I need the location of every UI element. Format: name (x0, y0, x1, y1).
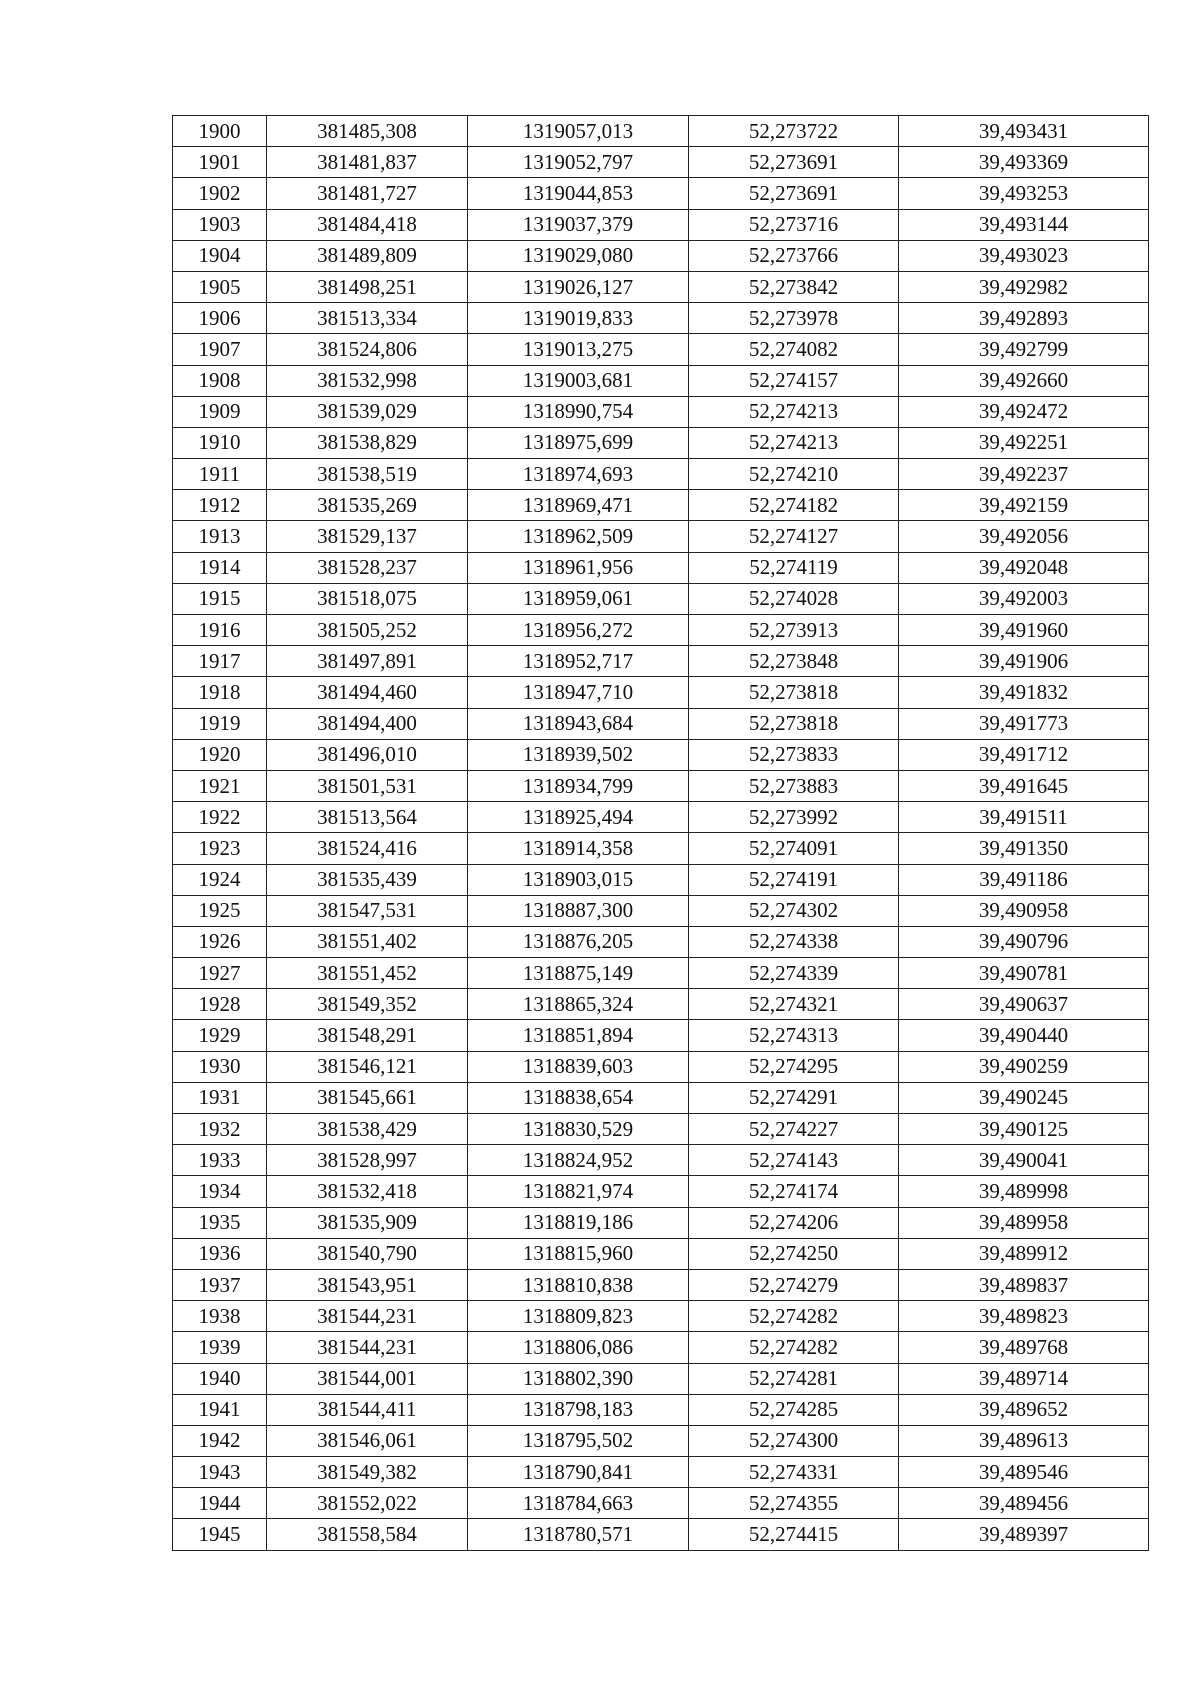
latitude-cell: 52,273818 (689, 677, 899, 708)
y-coordinate-cell: 1318961,956 (468, 552, 689, 583)
point-number-cell: 1944 (173, 1488, 267, 1519)
latitude-cell: 52,274028 (689, 583, 899, 614)
y-coordinate-cell: 1318821,974 (468, 1176, 689, 1207)
point-number-cell: 1925 (173, 895, 267, 926)
y-coordinate-cell: 1319003,681 (468, 365, 689, 396)
table-row (173, 895, 1149, 926)
x-coordinate-cell: 381546,061 (267, 1425, 468, 1456)
longitude-cell: 39,489998 (899, 1176, 1149, 1207)
point-number-cell: 1931 (173, 1082, 267, 1113)
x-coordinate-cell: 381481,837 (267, 147, 468, 178)
table-row (173, 1363, 1149, 1394)
point-number-cell: 1915 (173, 583, 267, 614)
point-number-cell: 1943 (173, 1457, 267, 1488)
x-coordinate-cell: 381528,237 (267, 552, 468, 583)
table-row (173, 864, 1149, 895)
y-coordinate-cell: 1318838,654 (468, 1082, 689, 1113)
longitude-cell: 39,490796 (899, 926, 1149, 957)
longitude-cell: 39,490440 (899, 1020, 1149, 1051)
point-number-cell: 1913 (173, 521, 267, 552)
latitude-cell: 52,273716 (689, 209, 899, 240)
table-row (173, 178, 1149, 209)
point-number-cell: 1916 (173, 615, 267, 646)
table-row (173, 1425, 1149, 1456)
y-coordinate-cell: 1318839,603 (468, 1051, 689, 1082)
latitude-cell: 52,274213 (689, 427, 899, 458)
longitude-cell: 39,489714 (899, 1363, 1149, 1394)
y-coordinate-cell: 1318875,149 (468, 958, 689, 989)
table-row (173, 802, 1149, 833)
y-coordinate-cell: 1318974,693 (468, 459, 689, 490)
table-row (173, 209, 1149, 240)
x-coordinate-cell: 381513,334 (267, 303, 468, 334)
y-coordinate-cell: 1318830,529 (468, 1114, 689, 1145)
y-coordinate-cell: 1319052,797 (468, 147, 689, 178)
longitude-cell: 39,491186 (899, 864, 1149, 895)
latitude-cell: 52,274191 (689, 864, 899, 895)
latitude-cell: 52,274143 (689, 1145, 899, 1176)
point-number-cell: 1939 (173, 1332, 267, 1363)
y-coordinate-cell: 1318887,300 (468, 895, 689, 926)
longitude-cell: 39,493144 (899, 209, 1149, 240)
table-row (173, 677, 1149, 708)
latitude-cell: 52,274119 (689, 552, 899, 583)
longitude-cell: 39,492159 (899, 490, 1149, 521)
x-coordinate-cell: 381548,291 (267, 1020, 468, 1051)
longitude-cell: 39,490958 (899, 895, 1149, 926)
point-number-cell: 1932 (173, 1114, 267, 1145)
table-row (173, 708, 1149, 739)
point-number-cell: 1912 (173, 490, 267, 521)
longitude-cell: 39,490125 (899, 1114, 1149, 1145)
point-number-cell: 1940 (173, 1363, 267, 1394)
table-row (173, 1238, 1149, 1269)
x-coordinate-cell: 381540,790 (267, 1238, 468, 1269)
table-row (173, 1176, 1149, 1207)
x-coordinate-cell: 381538,519 (267, 459, 468, 490)
table-row (173, 833, 1149, 864)
point-number-cell: 1900 (173, 116, 267, 147)
point-number-cell: 1929 (173, 1020, 267, 1051)
table-row (173, 958, 1149, 989)
y-coordinate-cell: 1318802,390 (468, 1363, 689, 1394)
point-number-cell: 1918 (173, 677, 267, 708)
latitude-cell: 52,274281 (689, 1363, 899, 1394)
x-coordinate-cell: 381552,022 (267, 1488, 468, 1519)
y-coordinate-cell: 1319026,127 (468, 271, 689, 302)
x-coordinate-cell: 381494,400 (267, 708, 468, 739)
longitude-cell: 39,492799 (899, 334, 1149, 365)
longitude-cell: 39,489613 (899, 1425, 1149, 1456)
longitude-cell: 39,489652 (899, 1394, 1149, 1425)
table-row (173, 615, 1149, 646)
x-coordinate-cell: 381532,998 (267, 365, 468, 396)
longitude-cell: 39,490041 (899, 1145, 1149, 1176)
point-number-cell: 1910 (173, 427, 267, 458)
longitude-cell: 39,493369 (899, 147, 1149, 178)
table-row (173, 521, 1149, 552)
x-coordinate-cell: 381549,352 (267, 989, 468, 1020)
y-coordinate-cell: 1318876,205 (468, 926, 689, 957)
latitude-cell: 52,274227 (689, 1114, 899, 1145)
x-coordinate-cell: 381535,439 (267, 864, 468, 895)
longitude-cell: 39,489958 (899, 1207, 1149, 1238)
point-number-cell: 1937 (173, 1269, 267, 1300)
table-row (173, 646, 1149, 677)
x-coordinate-cell: 381539,029 (267, 396, 468, 427)
table-row (173, 1082, 1149, 1113)
table-row (173, 770, 1149, 801)
x-coordinate-cell: 381538,829 (267, 427, 468, 458)
latitude-cell: 52,274291 (689, 1082, 899, 1113)
point-number-cell: 1920 (173, 739, 267, 770)
table-row (173, 396, 1149, 427)
x-coordinate-cell: 381543,951 (267, 1269, 468, 1300)
longitude-cell: 39,491350 (899, 833, 1149, 864)
table-row (173, 334, 1149, 365)
y-coordinate-cell: 1318819,186 (468, 1207, 689, 1238)
y-coordinate-cell: 1318851,894 (468, 1020, 689, 1051)
y-coordinate-cell: 1318806,086 (468, 1332, 689, 1363)
latitude-cell: 52,274174 (689, 1176, 899, 1207)
y-coordinate-cell: 1319037,379 (468, 209, 689, 240)
longitude-cell: 39,492893 (899, 303, 1149, 334)
y-coordinate-cell: 1318810,838 (468, 1269, 689, 1300)
latitude-cell: 52,274127 (689, 521, 899, 552)
latitude-cell: 52,274082 (689, 334, 899, 365)
table-row (173, 552, 1149, 583)
longitude-cell: 39,489912 (899, 1238, 1149, 1269)
table-row (173, 989, 1149, 1020)
latitude-cell: 52,273883 (689, 770, 899, 801)
point-number-cell: 1901 (173, 147, 267, 178)
x-coordinate-cell: 381546,121 (267, 1051, 468, 1082)
point-number-cell: 1902 (173, 178, 267, 209)
y-coordinate-cell: 1318865,324 (468, 989, 689, 1020)
x-coordinate-cell: 381501,531 (267, 770, 468, 801)
table-row (173, 240, 1149, 271)
y-coordinate-cell: 1318969,471 (468, 490, 689, 521)
latitude-cell: 52,273992 (689, 802, 899, 833)
longitude-cell: 39,491773 (899, 708, 1149, 739)
longitude-cell: 39,492982 (899, 271, 1149, 302)
x-coordinate-cell: 381544,231 (267, 1301, 468, 1332)
y-coordinate-cell: 1319019,833 (468, 303, 689, 334)
x-coordinate-cell: 381489,809 (267, 240, 468, 271)
latitude-cell: 52,274157 (689, 365, 899, 396)
x-coordinate-cell: 381547,531 (267, 895, 468, 926)
latitude-cell: 52,273691 (689, 178, 899, 209)
longitude-cell: 39,491645 (899, 770, 1149, 801)
table-row (173, 1114, 1149, 1145)
point-number-cell: 1908 (173, 365, 267, 396)
longitude-cell: 39,493023 (899, 240, 1149, 271)
table-row (173, 459, 1149, 490)
table-row (173, 116, 1149, 147)
y-coordinate-cell: 1318798,183 (468, 1394, 689, 1425)
longitude-cell: 39,490245 (899, 1082, 1149, 1113)
point-number-cell: 1907 (173, 334, 267, 365)
latitude-cell: 52,274285 (689, 1394, 899, 1425)
longitude-cell: 39,491712 (899, 739, 1149, 770)
table-row (173, 1269, 1149, 1300)
coordinates-table (172, 115, 1149, 1551)
latitude-cell: 52,274250 (689, 1238, 899, 1269)
table-row (173, 1488, 1149, 1519)
latitude-cell: 52,273691 (689, 147, 899, 178)
point-number-cell: 1945 (173, 1519, 267, 1550)
longitude-cell: 39,492251 (899, 427, 1149, 458)
latitude-cell: 52,274313 (689, 1020, 899, 1051)
x-coordinate-cell: 381505,252 (267, 615, 468, 646)
table-row (173, 365, 1149, 396)
x-coordinate-cell: 381484,418 (267, 209, 468, 240)
point-number-cell: 1941 (173, 1394, 267, 1425)
table-row (173, 1519, 1149, 1550)
point-number-cell: 1930 (173, 1051, 267, 1082)
latitude-cell: 52,274282 (689, 1332, 899, 1363)
longitude-cell: 39,491832 (899, 677, 1149, 708)
latitude-cell: 52,274338 (689, 926, 899, 957)
point-number-cell: 1921 (173, 770, 267, 801)
x-coordinate-cell: 381528,997 (267, 1145, 468, 1176)
y-coordinate-cell: 1319013,275 (468, 334, 689, 365)
y-coordinate-cell: 1318990,754 (468, 396, 689, 427)
latitude-cell: 52,274300 (689, 1425, 899, 1456)
y-coordinate-cell: 1318952,717 (468, 646, 689, 677)
x-coordinate-cell: 381532,418 (267, 1176, 468, 1207)
latitude-cell: 52,274279 (689, 1269, 899, 1300)
longitude-cell: 39,492660 (899, 365, 1149, 396)
latitude-cell: 52,274331 (689, 1457, 899, 1488)
x-coordinate-cell: 381529,137 (267, 521, 468, 552)
y-coordinate-cell: 1318809,823 (468, 1301, 689, 1332)
x-coordinate-cell: 381538,429 (267, 1114, 468, 1145)
x-coordinate-cell: 381535,909 (267, 1207, 468, 1238)
table-row (173, 1020, 1149, 1051)
latitude-cell: 52,273766 (689, 240, 899, 271)
latitude-cell: 52,273818 (689, 708, 899, 739)
longitude-cell: 39,489768 (899, 1332, 1149, 1363)
y-coordinate-cell: 1318790,841 (468, 1457, 689, 1488)
x-coordinate-cell: 381551,452 (267, 958, 468, 989)
longitude-cell: 39,491960 (899, 615, 1149, 646)
x-coordinate-cell: 381558,584 (267, 1519, 468, 1550)
point-number-cell: 1917 (173, 646, 267, 677)
y-coordinate-cell: 1318815,960 (468, 1238, 689, 1269)
longitude-cell: 39,489397 (899, 1519, 1149, 1550)
x-coordinate-cell: 381545,661 (267, 1082, 468, 1113)
table-row (173, 926, 1149, 957)
x-coordinate-cell: 381524,416 (267, 833, 468, 864)
latitude-cell: 52,274295 (689, 1051, 899, 1082)
point-number-cell: 1934 (173, 1176, 267, 1207)
x-coordinate-cell: 381513,564 (267, 802, 468, 833)
x-coordinate-cell: 381518,075 (267, 583, 468, 614)
latitude-cell: 52,274339 (689, 958, 899, 989)
coordinates-table-body (173, 116, 1149, 1551)
x-coordinate-cell: 381549,382 (267, 1457, 468, 1488)
longitude-cell: 39,492472 (899, 396, 1149, 427)
table-row (173, 147, 1149, 178)
point-number-cell: 1906 (173, 303, 267, 334)
table-row (173, 1394, 1149, 1425)
point-number-cell: 1928 (173, 989, 267, 1020)
x-coordinate-cell: 381497,891 (267, 646, 468, 677)
table-row (173, 739, 1149, 770)
point-number-cell: 1923 (173, 833, 267, 864)
latitude-cell: 52,274321 (689, 989, 899, 1020)
longitude-cell: 39,492003 (899, 583, 1149, 614)
table-row (173, 1457, 1149, 1488)
table-row (173, 427, 1149, 458)
table-row (173, 1051, 1149, 1082)
x-coordinate-cell: 381544,411 (267, 1394, 468, 1425)
x-coordinate-cell: 381524,806 (267, 334, 468, 365)
y-coordinate-cell: 1318795,502 (468, 1425, 689, 1456)
longitude-cell: 39,493253 (899, 178, 1149, 209)
point-number-cell: 1904 (173, 240, 267, 271)
longitude-cell: 39,490259 (899, 1051, 1149, 1082)
table-row (173, 490, 1149, 521)
point-number-cell: 1927 (173, 958, 267, 989)
x-coordinate-cell: 381481,727 (267, 178, 468, 209)
point-number-cell: 1903 (173, 209, 267, 240)
y-coordinate-cell: 1318925,494 (468, 802, 689, 833)
y-coordinate-cell: 1319029,080 (468, 240, 689, 271)
y-coordinate-cell: 1318943,684 (468, 708, 689, 739)
y-coordinate-cell: 1318947,710 (468, 677, 689, 708)
y-coordinate-cell: 1318784,663 (468, 1488, 689, 1519)
longitude-cell: 39,489823 (899, 1301, 1149, 1332)
latitude-cell: 52,274213 (689, 396, 899, 427)
longitude-cell: 39,491906 (899, 646, 1149, 677)
y-coordinate-cell: 1318956,272 (468, 615, 689, 646)
y-coordinate-cell: 1318962,509 (468, 521, 689, 552)
point-number-cell: 1938 (173, 1301, 267, 1332)
x-coordinate-cell: 381496,010 (267, 739, 468, 770)
latitude-cell: 52,274282 (689, 1301, 899, 1332)
longitude-cell: 39,493431 (899, 116, 1149, 147)
latitude-cell: 52,273842 (689, 271, 899, 302)
y-coordinate-cell: 1318934,799 (468, 770, 689, 801)
point-number-cell: 1935 (173, 1207, 267, 1238)
longitude-cell: 39,492048 (899, 552, 1149, 583)
latitude-cell: 52,273833 (689, 739, 899, 770)
table-row (173, 303, 1149, 334)
y-coordinate-cell: 1318939,502 (468, 739, 689, 770)
longitude-cell: 39,492056 (899, 521, 1149, 552)
longitude-cell: 39,490637 (899, 989, 1149, 1020)
x-coordinate-cell: 381498,251 (267, 271, 468, 302)
latitude-cell: 52,274206 (689, 1207, 899, 1238)
table-row (173, 1145, 1149, 1176)
y-coordinate-cell: 1318959,061 (468, 583, 689, 614)
point-number-cell: 1905 (173, 271, 267, 302)
x-coordinate-cell: 381544,001 (267, 1363, 468, 1394)
point-number-cell: 1924 (173, 864, 267, 895)
longitude-cell: 39,489546 (899, 1457, 1149, 1488)
y-coordinate-cell: 1319057,013 (468, 116, 689, 147)
longitude-cell: 39,490781 (899, 958, 1149, 989)
point-number-cell: 1922 (173, 802, 267, 833)
latitude-cell: 52,274210 (689, 459, 899, 490)
table-row (173, 271, 1149, 302)
y-coordinate-cell: 1318903,015 (468, 864, 689, 895)
x-coordinate-cell: 381544,231 (267, 1332, 468, 1363)
point-number-cell: 1926 (173, 926, 267, 957)
y-coordinate-cell: 1318914,358 (468, 833, 689, 864)
point-number-cell: 1914 (173, 552, 267, 583)
latitude-cell: 52,273722 (689, 116, 899, 147)
longitude-cell: 39,492237 (899, 459, 1149, 490)
point-number-cell: 1911 (173, 459, 267, 490)
latitude-cell: 52,274302 (689, 895, 899, 926)
x-coordinate-cell: 381485,308 (267, 116, 468, 147)
longitude-cell: 39,491511 (899, 802, 1149, 833)
table-row (173, 1207, 1149, 1238)
latitude-cell: 52,274091 (689, 833, 899, 864)
latitude-cell: 52,274182 (689, 490, 899, 521)
longitude-cell: 39,489837 (899, 1269, 1149, 1300)
y-coordinate-cell: 1318824,952 (468, 1145, 689, 1176)
point-number-cell: 1909 (173, 396, 267, 427)
x-coordinate-cell: 381551,402 (267, 926, 468, 957)
latitude-cell: 52,274415 (689, 1519, 899, 1550)
point-number-cell: 1942 (173, 1425, 267, 1456)
table-row (173, 583, 1149, 614)
table-row (173, 1301, 1149, 1332)
latitude-cell: 52,274355 (689, 1488, 899, 1519)
point-number-cell: 1936 (173, 1238, 267, 1269)
x-coordinate-cell: 381494,460 (267, 677, 468, 708)
y-coordinate-cell: 1319044,853 (468, 178, 689, 209)
latitude-cell: 52,273978 (689, 303, 899, 334)
latitude-cell: 52,273848 (689, 646, 899, 677)
y-coordinate-cell: 1318780,571 (468, 1519, 689, 1550)
x-coordinate-cell: 381535,269 (267, 490, 468, 521)
table-row (173, 1332, 1149, 1363)
point-number-cell: 1919 (173, 708, 267, 739)
longitude-cell: 39,489456 (899, 1488, 1149, 1519)
y-coordinate-cell: 1318975,699 (468, 427, 689, 458)
point-number-cell: 1933 (173, 1145, 267, 1176)
latitude-cell: 52,273913 (689, 615, 899, 646)
